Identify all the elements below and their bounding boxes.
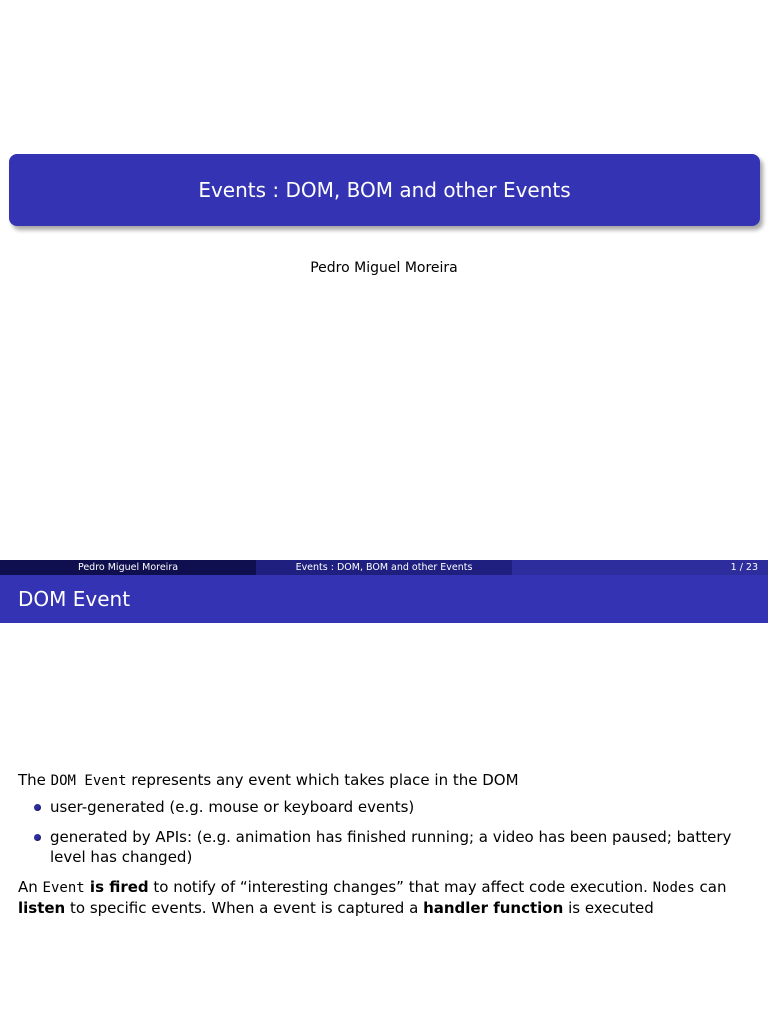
dom-event-code: DOM Event (50, 773, 127, 789)
para-text: can (694, 878, 727, 896)
slide-footer (0, 560, 768, 575)
list-item-text: generated by APIs: (e.g. animation has finished running; a video has been paused; battery level has changed) (50, 828, 732, 866)
para-text: is executed (563, 899, 654, 917)
intro-paragraph (18, 770, 738, 791)
presentation-title: Events : DOM, BOM and other Events (198, 178, 571, 202)
presentation-title-box (9, 154, 760, 226)
para-text: An (18, 878, 43, 896)
intro-text-start: The (18, 771, 51, 789)
list-item (32, 827, 738, 867)
footer-author: Pedro Miguel Moreira (0, 560, 256, 575)
bullet-icon (34, 804, 41, 811)
is-fired-bold: is fired (84, 878, 149, 896)
event-code: Event (42, 880, 85, 896)
list-item (32, 797, 738, 817)
list-item-text: user-generated (e.g. mouse or keyboard events) (50, 798, 415, 816)
frame-title: DOM Event (0, 575, 768, 623)
footer-title: Events : DOM, BOM and other Events (256, 560, 512, 575)
para-text: to specific events. When a event is captured a (65, 899, 424, 917)
nodes-code: Nodes (652, 880, 695, 896)
event-paragraph (18, 877, 738, 918)
para-text: to notify of “interesting changes” that may affect code execution. (148, 878, 653, 896)
bullet-icon (34, 834, 41, 841)
intro-text-end: represents any event which takes place in the DOM (126, 771, 519, 789)
listen-bold: listen (18, 899, 66, 917)
content-slide (0, 575, 768, 1024)
footer-page-number: 1 / 23 (512, 560, 768, 575)
handler-function-bold: handler function (423, 899, 564, 917)
presentation-author: Pedro Miguel Moreira (310, 260, 458, 276)
bullet-list (18, 797, 738, 867)
slide-content (18, 770, 738, 918)
